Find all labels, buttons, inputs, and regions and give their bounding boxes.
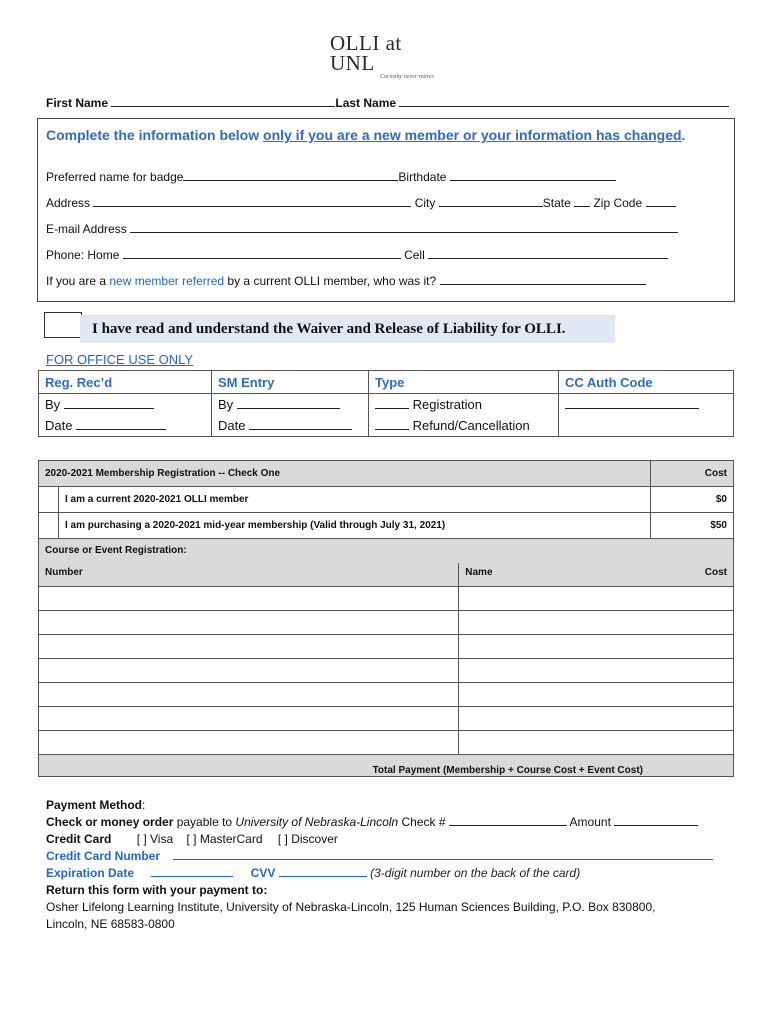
reg-by: By: [39, 394, 212, 416]
membership-cost-midyear: $50: [651, 513, 734, 539]
phone-row: [46, 247, 668, 262]
office-header-type: Type: [369, 371, 559, 394]
course-number-cell[interactable]: [39, 707, 459, 731]
state-label: State: [542, 196, 571, 210]
zip-label: Zip Code: [593, 196, 643, 210]
course-number-cell[interactable]: [39, 731, 459, 755]
cvv-label: CVV: [250, 866, 276, 880]
course-number-cell[interactable]: [39, 635, 459, 659]
course-name-cell[interactable]: [459, 611, 734, 635]
logo-text: OLLI at UNL: [330, 31, 402, 75]
course-name-cell[interactable]: [459, 683, 734, 707]
office-use-table: [38, 370, 734, 437]
total-payment-label: Total Payment (Membership + Course Cost + Event Cost): [39, 755, 734, 777]
membership-checkbox-current[interactable]: [39, 487, 59, 513]
type-refund: Refund/Cancellation: [369, 415, 559, 437]
address-row: [46, 195, 676, 210]
cell-label: Cell: [404, 248, 425, 262]
first-name-label: First Name: [46, 96, 109, 110]
type-registration: Registration: [369, 394, 559, 416]
expiration-label: Expiration Date: [46, 866, 135, 880]
membership-cost-header: Cost: [651, 461, 734, 487]
membership-option-midyear: I am purchasing a 2020-2021 mid-year membership (Valid through July 31, 2021): [59, 513, 651, 539]
birthdate-field[interactable]: [450, 169, 616, 181]
office-header-cc: CC Auth Code: [559, 371, 734, 394]
registration-table: [38, 460, 734, 777]
col-cost-header: Cost: [651, 563, 734, 587]
col-name-header: Name: [459, 563, 651, 587]
last-name-label: Last Name: [335, 96, 397, 110]
course-name-cell[interactable]: [459, 635, 734, 659]
sm-by: By: [212, 394, 369, 416]
badge-label: Preferred name for badge: [46, 170, 184, 184]
course-header: Course or Event Registration:: [39, 539, 734, 563]
col-number-header: Number: [39, 563, 459, 587]
referred-highlight: new member referred: [109, 274, 225, 288]
office-header-reg: Reg. Rec’d: [39, 371, 212, 394]
course-number-cell[interactable]: [39, 683, 459, 707]
course-number-cell[interactable]: [39, 587, 459, 611]
membership-option-current: I am a current 2020-2021 OLLI member: [59, 487, 651, 513]
return-address-1: Osher Lifelong Learning Institute, University of Nebraska-Lincoln, 125 Human Sciences Building, P.O. Box 830800,: [46, 900, 656, 914]
credit-card-label: Credit Card: [46, 832, 112, 846]
mastercard-option[interactable]: [ ] MasterCard: [186, 832, 263, 846]
cvv-field[interactable]: [279, 865, 367, 877]
waiver-statement: I have read and understand the Waiver and Release of Liability for OLLI.: [80, 315, 615, 343]
first-name-field[interactable]: [111, 95, 335, 107]
membership-checkbox-midyear[interactable]: [39, 513, 59, 539]
address-field[interactable]: [93, 195, 411, 207]
course-name-cell[interactable]: [459, 707, 734, 731]
course-name-cell[interactable]: [459, 731, 734, 755]
email-label: E-mail Address: [46, 222, 127, 236]
visa-option[interactable]: [ ] Visa: [136, 832, 174, 846]
city-field[interactable]: [439, 195, 543, 207]
last-name-field[interactable]: [399, 95, 729, 107]
phone-home-field[interactable]: [123, 247, 401, 259]
logo-tagline: Curiosity never retires: [380, 74, 434, 80]
payment-section: Payment Method: Check or money order payable to University of Nebraska-Lincoln Check # Amount Credit Card [ ] Visa [ ] MasterCard [ ] Discover Credit Card Number Expiration Date CVV (3-digit number on the back of the card) Return this form with your payment to: Osher Lifelong Learning Institute, University of Nebraska-Lincoln, 125 Human Sciences Building, P.O. Box 830800, Lincoln, NE 68583-0800: [46, 797, 736, 933]
referred-row: If you are a new member referred by a current OLLI member, who was it?: [46, 273, 646, 288]
expiration-field[interactable]: [151, 865, 233, 877]
email-field[interactable]: [130, 221, 678, 233]
badge-field[interactable]: [183, 169, 398, 181]
office-header-sm: SM Entry: [212, 371, 369, 394]
course-number-cell[interactable]: [39, 659, 459, 683]
course-name-cell[interactable]: [459, 587, 734, 611]
phone-home-label: Phone: Home: [46, 248, 120, 262]
cc-number-label: Credit Card Number: [46, 849, 161, 863]
check-number-field[interactable]: [449, 814, 567, 826]
zip-field[interactable]: [646, 195, 676, 207]
state-field[interactable]: [574, 195, 590, 207]
payment-method-label: Payment Method: [46, 798, 143, 812]
city-label: City: [414, 196, 436, 210]
return-address-2: Lincoln, NE 68583-0800: [46, 917, 175, 931]
course-name-cell[interactable]: [459, 659, 734, 683]
discover-option[interactable]: [ ] Discover: [277, 832, 338, 846]
reg-date: Date: [39, 415, 212, 437]
cc-auth-field: [559, 394, 734, 416]
course-number-cell[interactable]: [39, 611, 459, 635]
new-member-heading: Complete the information below only if you are a new member or your information has changed.: [46, 127, 686, 143]
membership-cost-current: $0: [651, 487, 734, 513]
name-row: [46, 95, 729, 110]
return-label: Return this form with your payment to:: [46, 883, 268, 897]
address-label: Address: [46, 196, 91, 210]
sm-date: Date: [212, 415, 369, 437]
cc-number-field[interactable]: [173, 848, 713, 860]
office-use-title: FOR OFFICE USE ONLY: [46, 352, 194, 367]
badge-row: [46, 169, 616, 184]
amount-field[interactable]: [614, 814, 698, 826]
membership-header: 2020-2021 Membership Registration -- Check One: [39, 461, 651, 487]
birthdate-label: Birthdate: [398, 170, 447, 184]
cell-field[interactable]: [428, 247, 668, 259]
cvv-note: (3-digit number on the back of the card): [370, 866, 581, 880]
olli-logo: [330, 31, 450, 80]
waiver-checkbox[interactable]: [44, 312, 82, 338]
email-row: [46, 221, 678, 236]
referred-field[interactable]: [440, 273, 646, 285]
